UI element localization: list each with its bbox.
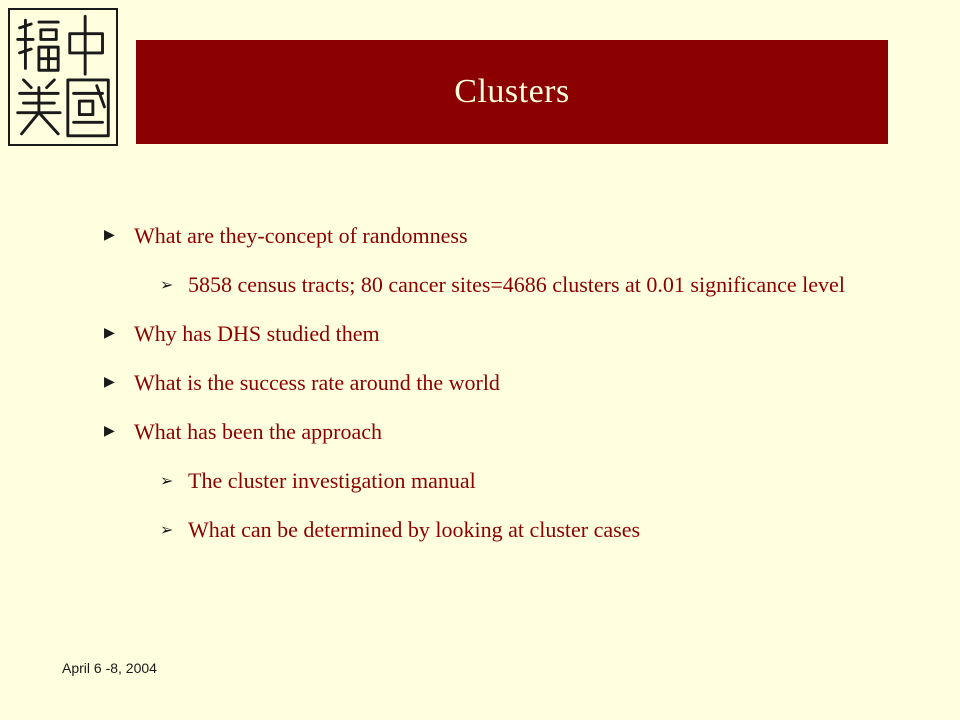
arrowhead-bullet-icon: ➢	[160, 275, 174, 294]
triangle-right-bullet-icon: ▶	[104, 423, 115, 439]
bullet-list	[104, 222, 864, 543]
bullet-text: What has been the approach	[134, 419, 382, 444]
sub-bullet-text: 5858 census tracts; 80 cancer sites=4686 clusters at 0.01 significance level	[188, 272, 845, 297]
triangle-right-bullet-icon: ▶	[104, 325, 115, 341]
arrowhead-bullet-icon: ➢	[160, 471, 174, 490]
sub-bullet-item	[160, 467, 864, 494]
bullet-item	[104, 320, 864, 347]
sub-bullet-item	[160, 271, 864, 298]
bullet-text: Why has DHS studied them	[134, 321, 380, 346]
sub-bullet-text: The cluster investigation manual	[188, 468, 476, 493]
bullet-text: What are they-concept of randomness	[134, 223, 468, 248]
sub-bullet-item	[160, 516, 864, 543]
footer-date: April 6 -8, 2004	[62, 660, 157, 676]
triangle-right-bullet-icon: ▶	[104, 374, 115, 390]
bullet-text: What is the success rate around the world	[134, 370, 500, 395]
seal-glyphs-icon	[10, 10, 116, 144]
bullet-item	[104, 418, 864, 445]
arrowhead-bullet-icon: ➢	[160, 520, 174, 539]
title-bar	[136, 40, 888, 144]
sub-bullet-text: What can be determined by looking at cluster cases	[188, 517, 641, 542]
triangle-right-bullet-icon: ▶	[104, 227, 115, 243]
bullet-item	[104, 369, 864, 396]
bullet-item	[104, 222, 864, 249]
slide-title: Clusters	[454, 73, 570, 110]
chinese-seal-logo	[8, 8, 118, 146]
